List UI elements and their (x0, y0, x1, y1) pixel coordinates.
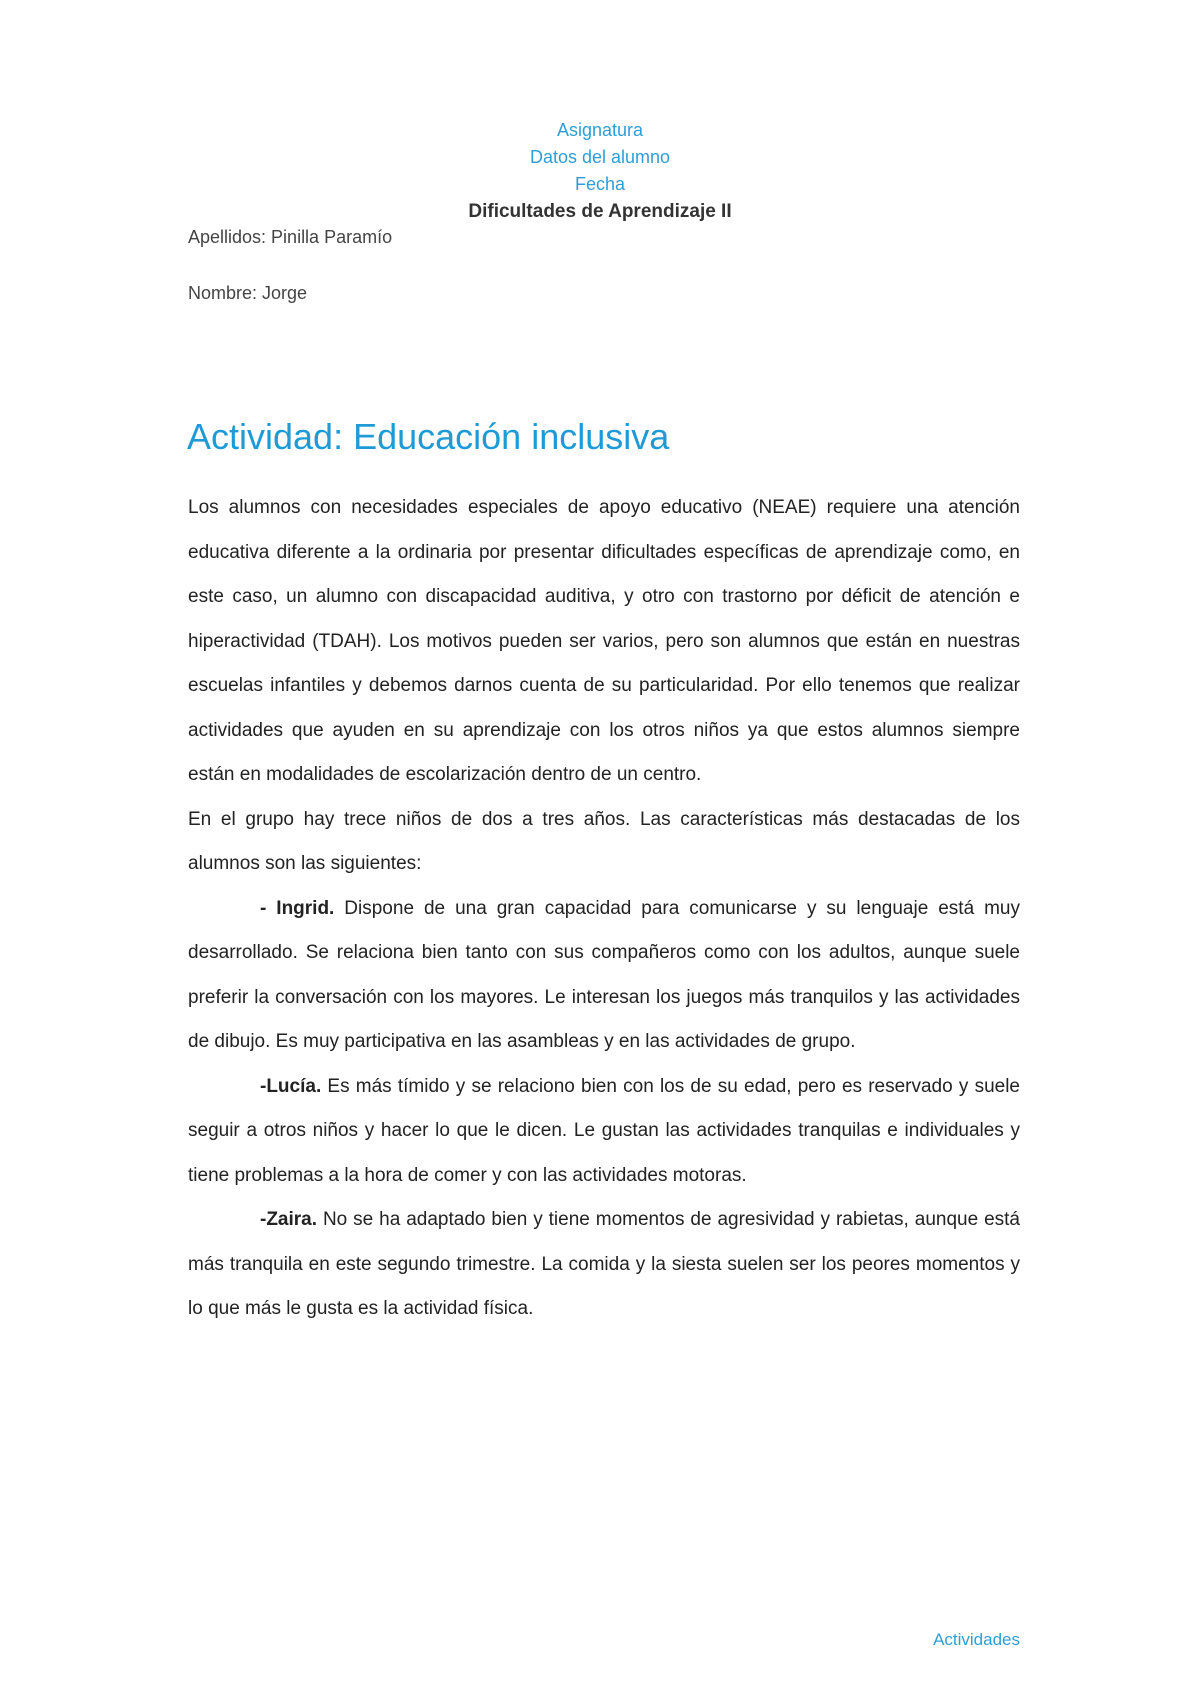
student-name: Nombre: Jorge (188, 283, 308, 303)
paragraph-group: En el grupo hay trece niños de dos a tres años. Las características más destacadas de los alumnos son las siguientes: (188, 808, 1020, 874)
student-entry-text: No se ha adaptado bien y tiene momentos de agresividad y rabietas, aunque está más tranquila en este segundo trimestre. La comida y la siesta suelen ser los peores momentos y lo que más le gusta es la actividad física. (188, 1209, 1020, 1319)
student-entry-name: - Ingrid. (260, 897, 335, 919)
header-date-label: Fecha (574, 174, 626, 194)
student-entry-zaira (188, 1198, 1020, 1332)
activity-title: Actividad: Educación inclusiva (187, 416, 670, 457)
header-subject-label: Asignatura (556, 120, 644, 140)
student-entry-text: Dispone de una gran capacidad para comunicarse y su lenguaje está muy desarrollado. Se relaciona bien tanto con sus compañeros como con los adultos, aunque suele preferir la conversación con los mayores. Le interesan los juegos más tranquilos y las actividades de dibujo. Es muy participativa en las asambleas y en las actividades de grupo. (188, 897, 1021, 1052)
student-entry-ingrid (188, 887, 1020, 1065)
document-header (0, 117, 1200, 225)
student-entry-lucia (188, 1065, 1020, 1199)
student-entry-text: Es más tímido y se relaciono bien con los de su edad, pero es reservado y suele seguir a otros niños y hacer lo que le dicen. Le gustan las actividades tranquilas e individuales y tiene problemas a la hora de comer y con las actividades motoras. (188, 1075, 1020, 1186)
footer-label: Actividades (933, 1630, 1020, 1649)
student-surname: Apellidos: Pinilla Paramío (188, 227, 393, 247)
student-entry-name: -Lucía. (260, 1075, 322, 1097)
header-subject-name: Dificultades de Aprendizaje II (468, 201, 732, 222)
document-body (188, 486, 1020, 1332)
paragraph-intro: Los alumnos con necesidades especiales de apoyo educativo (NEAE) requiere una atención educativa diferente a la ordinaria por presentar dificultades específicas de aprendizaje como, en este caso, un alumno con discapacidad auditiva, y otro con trastorno por déficit de atención e hiperactividad (TDAH). Los motivos pueden ser varios, pero son alumnos que están en nuestras escuelas infantiles y debemos darnos cuenta de su particularidad. Por ello tenemos que realizar actividades que ayuden en su aprendizaje con los otros niños ya que estos alumnos siempre están en modalidades de escolarización dentro de un centro. (188, 497, 1020, 785)
student-entry-name: -Zaira. (260, 1209, 318, 1230)
header-student-data-label: Datos del alumno (529, 147, 671, 167)
